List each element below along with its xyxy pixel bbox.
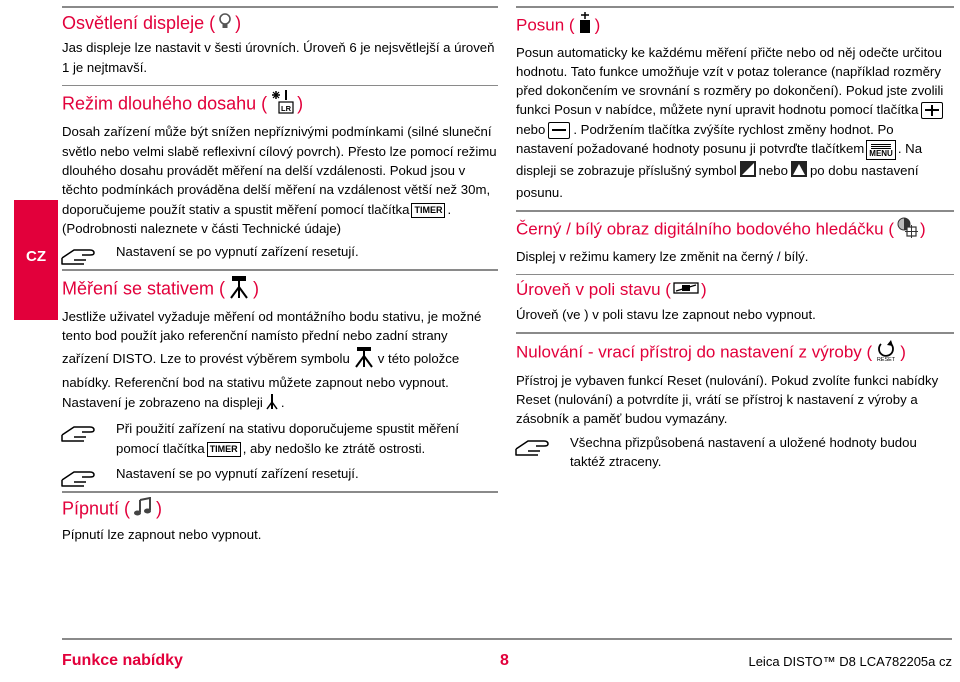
note: Při použití zařízení na stativu doporučujeme spustit měření pomocí tlačítka TIMER , aby nedošlo ke ztrátě ostrosti. (62, 419, 498, 458)
section-beep (62, 491, 498, 544)
svg-text:RESET: RESET (877, 356, 896, 362)
section-title-beep: Pípnutí ( ) (62, 497, 498, 522)
section-divider (516, 6, 954, 8)
section-body: Displej v režimu kamery lze změnit na černý / bílý. (516, 248, 809, 264)
offset-icon (577, 12, 593, 40)
section-divider (62, 6, 498, 8)
section-level-status (516, 274, 954, 324)
pointing-hand-icon (514, 435, 558, 462)
offset-plus-icon (739, 160, 757, 183)
section-title-level-status: Úroveň v poli stavu ( ) (516, 279, 954, 302)
tripod-symbol-icon (352, 346, 376, 373)
timer-key-icon: TIMER (411, 203, 445, 218)
section-title-long-range: Režim dlouhého dosahu ( LR ) (62, 90, 498, 119)
section-title-offset: Posun ( ) (516, 12, 954, 40)
svg-text:LR: LR (281, 104, 292, 114)
page-number: 8 (500, 652, 509, 669)
tripod-display-icon (265, 392, 279, 415)
section-body: Dosah zařízení může být snížen nepříznivými podmínkami (silné sluneční světlo nebo velmi slabě reflexivní cílový povrch). Přesto lze pomocí režimu dlouhého dosahu provádět měření na delší vzdálenosti. Pokud jsou v těchto podmínkách prováděna delší měření na vzdálenost větší než 30m, doporučujeme použít stativ a spustit měření pomocí tlačítka TIMER . (Podrobnosti naleznete v části Technické údaje) (62, 124, 497, 236)
section-title-brightness: Osvětlení displeje ( ) (62, 12, 498, 36)
section-body: Jestliže uživatel vyžaduje měření od montážního bodu stativu, je možné tento bod použít jako referenční namísto přední nebo zadní strany zařízení DISTO. Lze to provést výběrem symbolu v této položce nabídky. Referenční bod na stativu můžete zapnout nebo vypnout. Nastavení je zobrazeno na displeji . (62, 307, 498, 415)
reset-icon (874, 338, 898, 368)
level-icon (673, 280, 699, 302)
note: Nastavení se po vypnutí zařízení resetují. (62, 242, 498, 261)
section-tripod (62, 269, 498, 483)
section-title-reset: Nulování - vrací přístroj do nastavení z výroby ( RESET ) (516, 338, 954, 368)
pointing-hand-icon (60, 421, 104, 448)
menu-key-icon: MENU (866, 140, 896, 160)
section-body: Posun automaticky ke každému měření přičte nebo od něj odečte určitou hodnotu. Tato funkce umožňuje vzít v potaz tolerance (například rozměry před dokončením ve srovnání s rozměry po dokončení). Pokud jste zvolili funkci Posun v nabídce, můžete nyní upravit hodnotu pomocí tlačítkanebo . Podržením tlačítka zvýšíte rychlost změny hodnot. Po nastavení požadované hodnoty posunu ji potvrďte tlačítkem MENU . Na displeji se zobrazuje příslušný symbol nebo po dobu nastavení posunu. (516, 44, 944, 200)
section-divider (62, 85, 498, 87)
section-title-bw-viewfinder: Černý / bílý obraz digitálního bodového hledáčku ( ) (516, 216, 954, 244)
section-divider (516, 210, 954, 212)
long-range-icon (269, 90, 295, 119)
offset-minus-icon (790, 160, 808, 183)
section-body: Jas displeje lze nastavit v šesti úrovních. Úroveň 6 je nejsvětlejší a úroveň 1 je nejtmavší. (62, 40, 495, 75)
section-title-tripod: Měření se stativem ( ) (62, 275, 498, 304)
section-body: Přístroj je vybaven funkcí Reset (nulování). Pokud zvolíte funkci nabídky Reset (nulování) a potvrdíte ji, vrátí se přístroj k nastavení z výroby a zásobník a paměť budou vymazány. (516, 372, 939, 427)
note: Nastavení se po vypnutí zařízení resetují. (62, 464, 498, 483)
footer-divider (62, 638, 952, 640)
viewfinder-icon (896, 216, 918, 244)
section-divider (62, 491, 498, 493)
language-code: CZ (26, 248, 46, 265)
pointing-hand-icon (60, 244, 104, 271)
section-body: Pípnutí lze zapnout nebo vypnout. (62, 526, 262, 542)
pointing-hand-icon (60, 466, 104, 493)
minus-key-icon (548, 122, 570, 139)
music-note-icon (132, 497, 154, 522)
footer-product-code: Leica DISTO™ D8 LCA782205a cz (748, 654, 952, 669)
section-divider (516, 332, 954, 334)
language-tab (14, 200, 58, 320)
lightbulb-icon (217, 12, 233, 35)
section-offset (516, 6, 954, 202)
plus-key-icon (921, 102, 943, 119)
timer-key-icon: TIMER (207, 442, 241, 457)
section-display-brightness (62, 6, 498, 77)
note: Všechna přizpůsobená nastavení a uložené hodnoty budou taktéž ztraceny. (516, 433, 954, 472)
right-column (516, 6, 954, 479)
section-body: Úroveň (ve ) v poli stavu lze zapnout nebo vypnout. (516, 306, 816, 322)
section-divider (62, 269, 498, 271)
section-long-range (62, 85, 498, 262)
left-column (62, 6, 498, 552)
tripod-icon (227, 275, 251, 304)
footer-section-title: Funkce nabídky (62, 652, 183, 669)
section-reset (516, 332, 954, 471)
section-divider (516, 274, 954, 276)
section-bw-viewfinder (516, 210, 954, 266)
